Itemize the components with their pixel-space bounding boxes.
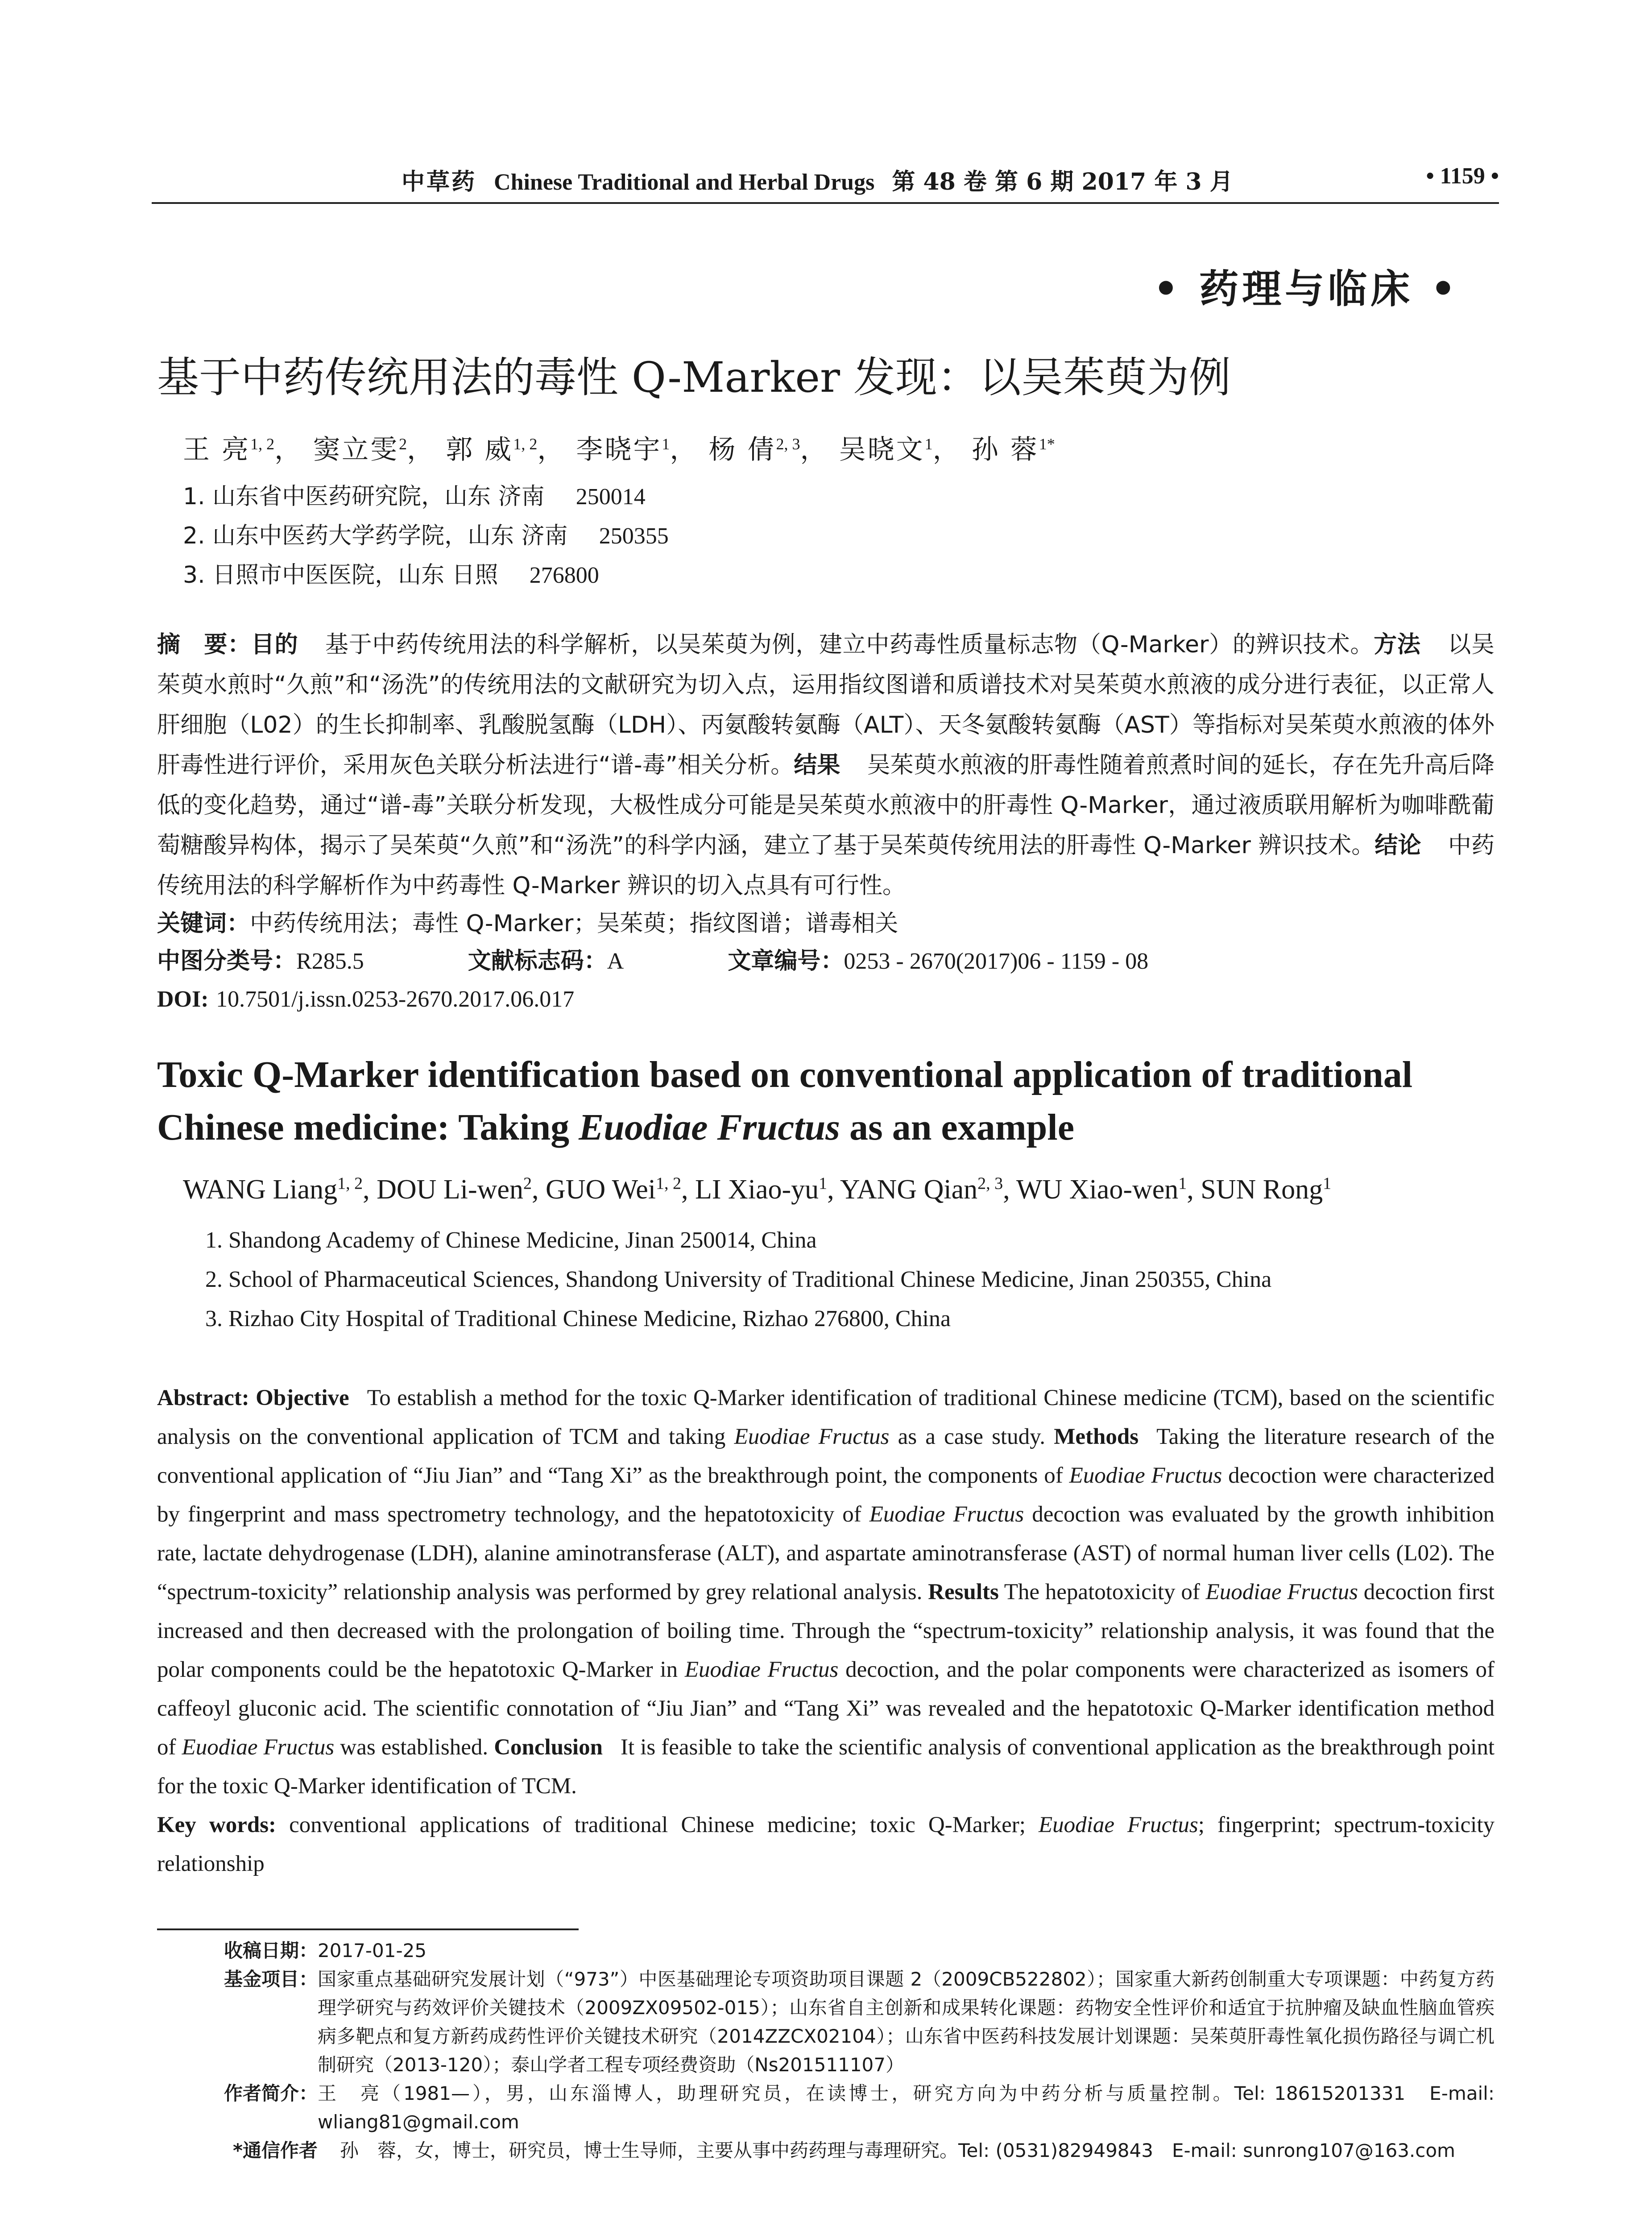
en-author: SUN Rong$^1$ bbox=[1201, 1174, 1332, 1205]
cn-author: 王 亮$^{1, 2}$， bbox=[183, 434, 303, 465]
footnote-funding: 基金项目： 国家重点基础研究发展计划（“973”）中医基础理论专项资助项目课题 2（2009CB522802）；国家重大新药创制重大专项课题：中药复方药理学研究与药效评价关键技术（2009ZX09502-015）；山东省自主创新和成果转化课题：药物安全性评价和适宜于抗肿瘤及缺血性脑血管疾病多靶点和复方新药成药性评价关键技术研究（2014ZZCX02104）；山东省中医药科技发展计划课题：吴茱萸肝毒性氧化损伤路径与调亡机制研究（2013-120）；泰山学者工程专项经费资助（Ns201511107） bbox=[224, 1968, 1495, 2076]
en-author: GUO Wei$^{1, 2}$, bbox=[545, 1174, 695, 1205]
cn-affiliation: 2. 山东中医药大学药学院，山东 济南 250355 bbox=[183, 523, 669, 549]
cn-author: 窦立雯$^2$， bbox=[313, 434, 436, 465]
en-title: Toxic Q-Marker identification based on conventional application of traditional Chinese medicine: Taking Euodiae Fructus as an example bbox=[157, 1054, 1413, 1148]
en-affiliation: 2. School of Pharmaceutical Sciences, Shandong University of Traditional Chinese Medicine, Jinan 250355, China bbox=[205, 1267, 1272, 1292]
cn-author: 李晓宇$^1$， bbox=[576, 434, 699, 465]
cn-title: 基于中药传统用法的毒性 Q-Marker 发现：以吴茱萸为例 bbox=[157, 353, 1231, 402]
cn-author: 孙 蓉$^{1*}$ bbox=[971, 434, 1055, 465]
header-divider bbox=[152, 202, 1499, 204]
en-affiliation: 3. Rizhao City Hospital of Traditional Chinese Medicine, Rizhao 276800, China bbox=[205, 1306, 951, 1331]
journal-issue: 第 48 卷 第 6 期 2017 年 3 月 bbox=[892, 168, 1233, 195]
cn-meta bbox=[157, 905, 1148, 1018]
en-authors bbox=[183, 1174, 1331, 1206]
journal-name-en: Chinese Traditional and Herbal Drugs bbox=[494, 170, 875, 195]
footnotes bbox=[157, 1937, 1495, 2165]
cn-authors bbox=[183, 428, 1055, 467]
cn-classification: 中图分类号：R285.5 文献标志码：A 文章编号：0253 - 2670(2017)06 - 1159 - 08 bbox=[157, 948, 1149, 975]
en-author: DOU Li-wen$^2$, bbox=[377, 1174, 546, 1205]
cn-author: 杨 倩$^{2, 3}$， bbox=[708, 434, 829, 465]
en-author: LI Xiao-$yu^1$, bbox=[695, 1174, 840, 1205]
cn-keywords: 关键词：中药传统用法；毒性 Q-Marker；吴茱萸；指纹图谱；谱毒相关 bbox=[157, 910, 898, 937]
cn-author: 郭 威$^{1, 2}$， bbox=[446, 434, 566, 465]
footnote-author-bio: 作者简介： 王 亮（1981—），男，山东淄博人，助理研究员，在读博士，研究方向为中药分析与质量控制。Tel: 18615201331 E-mail: wliang81@gmail.com bbox=[224, 2082, 1495, 2133]
en-abstract: Abstract: Objective To establish a method for the toxic Q-Marker identification of traditional Chinese medicine (TCM), based on the scientific analysis on the conventional application of TCM and taking Euodiae Fructus as a case study. Methods Taking the literature research of the conventional application of “Jiu Jian” and “Tang Xi” as the breakthrough point, the components of Euodiae Fructus decoction were characterized by fingerprint and mass spectrometry technology, and the hepatotoxicity of Euodiae Fructus decoction was evaluated by the growth inhibition rate, lactate dehydrogenase (LDH), alanine aminotransferase (ALT), and aspartate aminotransferase (AST) of normal human liver cells (L02). The “spectrum-toxicity” relationship analysis was performed by grey relational analysis. Results The hepatotoxicity of Euodiae Fructus decoction first increased and then decreased with the prolongation of boiling time. Through the “spectrum-toxicity” relationship analysis, it was found that the polar components could be the hepatotoxic Q-Marker in Euodiae Fructus decoction, and the polar components were characterized as isomers of caffeoyl gluconic acid. The scientific connotation of “Jiu Jian” and “Tang Xi” was revealed and the hepatotoxic Q-Marker identification method of Euodiae Fructus was established. Conclusion It is feasible to take the scientific analysis of conventional application as the breakthrough point for the toxic Q-Marker identification of TCM. Key words: conventional applications of traditional Chinese medicine; toxic Q-Marker; Euodiae Fructus; fingerprint; spectrum-toxicity relationship bbox=[157, 1385, 1495, 1876]
footnote-divider bbox=[157, 1928, 579, 1930]
section-tag: • 药理与临床 • bbox=[1153, 265, 1459, 312]
en-author: WU Xiao-wen$^1$, bbox=[1016, 1174, 1201, 1205]
en-affiliation: 1. Shandong Academy of Chinese Medicine, Jinan 250014, China bbox=[205, 1227, 817, 1253]
journal-line bbox=[402, 163, 1233, 196]
running-header bbox=[152, 163, 1499, 199]
cn-author: 吴晓文$^1$， bbox=[839, 434, 961, 465]
footnote-corresponding: *通信作者 孙 蓉，女，博士，研究员，博士生导师，主要从事中药药理与毒理研究。Tel: (0531)82949843 E-mail: sunrong107@163.com bbox=[233, 2140, 1455, 2161]
en-author: YANG Qian$^{2, 3}$, bbox=[840, 1174, 1017, 1205]
doi: DOI: 10.7501/j.issn.0253-2670.2017.06.017 bbox=[157, 987, 575, 1012]
journal-name-cn: 中草药 bbox=[402, 168, 477, 195]
cn-abstract: 摘 要：目的 基于中药传统用法的科学解析，以吴茱萸为例，建立中药毒性质量标志物（Q-Marker）的辨识技术。方法 以吴茱萸水煎时“久煎”和“汤洗”的传统用法的文献研究为切入点，运用指纹图谱和质谱技术对吴茱萸水煎液的成分进行表征，以正常人肝细胞（L02）的生长抑制率、乳酸脱氢酶（LDH）、丙氨酸转氨酶（ALT）、天冬氨酸转氨酶（AST）等指标对吴茱萸水煎液的体外肝毒性进行评价，采用灰色关联分析法进行“谱-毒”相关分析。结果 吴茱萸水煎液的肝毒性随着煎煮时间的延长，存在先升高后降低的变化趋势，通过“谱-毒”关联分析发现，大极性成分可能是吴茱萸水煎液中的肝毒性 Q-Marker，通过液质联用解析为咖啡酰葡萄糖酸异构体，揭示了吴茱萸“久煎”和“汤洗”的科学内涵，建立了基于吴茱萸传统用法的肝毒性 Q-Marker 辨识技术。结论 中药传统用法的科学解析作为中药毒性 Q-Marker 辨识的切入点具有可行性。 bbox=[157, 631, 1495, 899]
en-author: WANG Liang$^{1, 2}$, bbox=[183, 1174, 377, 1205]
en-keywords: Key words: conventional applications of traditional Chinese medicine; toxic Q-Marker; Euodiae Fructus; fingerprint; spectrum-toxicity relationship bbox=[157, 1812, 1495, 1876]
cn-affiliation: 3. 日照市中医医院，山东 日照 276800 bbox=[183, 562, 599, 589]
page-number: • 1159 • bbox=[1426, 163, 1499, 189]
footnote-received: 收稿日期： 2017-01-25 bbox=[224, 1940, 427, 1961]
cn-affiliation: 1. 山东省中医药研究院，山东 济南 250014 bbox=[183, 483, 646, 510]
